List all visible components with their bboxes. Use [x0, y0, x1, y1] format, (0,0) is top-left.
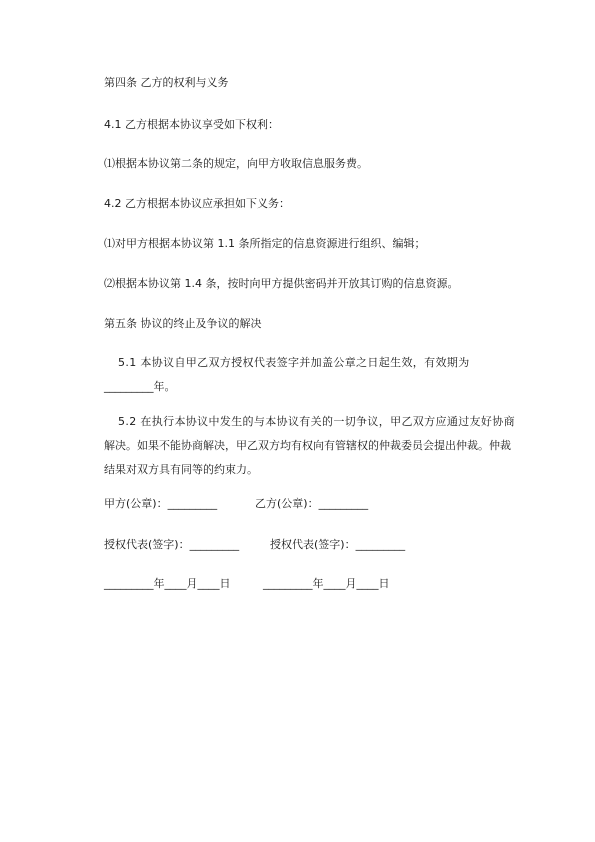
party-b-representative: 授权代表(签字)：_________: [270, 538, 406, 551]
party-b-seal: 乙方(公章)：_________: [255, 497, 369, 510]
party-a-seal: 甲方(公章)：_________: [104, 497, 218, 510]
clause-5-1-line-2: _________年。: [104, 380, 176, 393]
party-a-representative: 授权代表(签字)：_________: [104, 538, 240, 551]
article-4-heading: 第四条 乙方的权利与义务: [104, 76, 229, 89]
clause-5-2: [104, 410, 524, 482]
clause-5-1-line-1: 5.1 本协议自甲乙双方授权代表签字并加盖公章之日起生效，有效期为: [118, 356, 470, 369]
clause-4-2: 4.2 乙方根据本协议应承担如下义务：: [104, 197, 290, 210]
clause-5-1: [104, 351, 524, 399]
article-5-heading: 第五条 协议的终止及争议的解决: [104, 317, 262, 330]
party-b-date: _________年____月____日: [263, 577, 390, 590]
clause-5-2-line-2: 解决。如果不能协商解决，甲乙双方均有权向有管辖权的仲裁委员会提出仲裁。仲裁: [104, 439, 511, 452]
clause-4-1: 4.1 乙方根据本协议享受如下权利：: [104, 118, 279, 131]
clause-4-2-item-2: ⑵根据本协议第 1.4 条，按时向甲方提供密码并开放其订购的信息资源。: [104, 277, 459, 290]
clause-4-1-item-1: ⑴根据本协议第二条的规定，向甲方收取信息服务费。: [104, 157, 368, 170]
clause-5-2-line-3: 结果对双方具有同等的约束力。: [104, 463, 258, 476]
party-a-date: _________年____月____日: [104, 577, 231, 590]
clause-5-2-line-1: 5.2 在执行本协议中发生的与本协议有关的一切争议，甲乙双方应通过友好协商: [118, 415, 515, 428]
clause-4-2-item-1: ⑴对甲方根据本协议第 1.1 条所指定的信息资源进行组织、编辑；: [104, 237, 426, 250]
